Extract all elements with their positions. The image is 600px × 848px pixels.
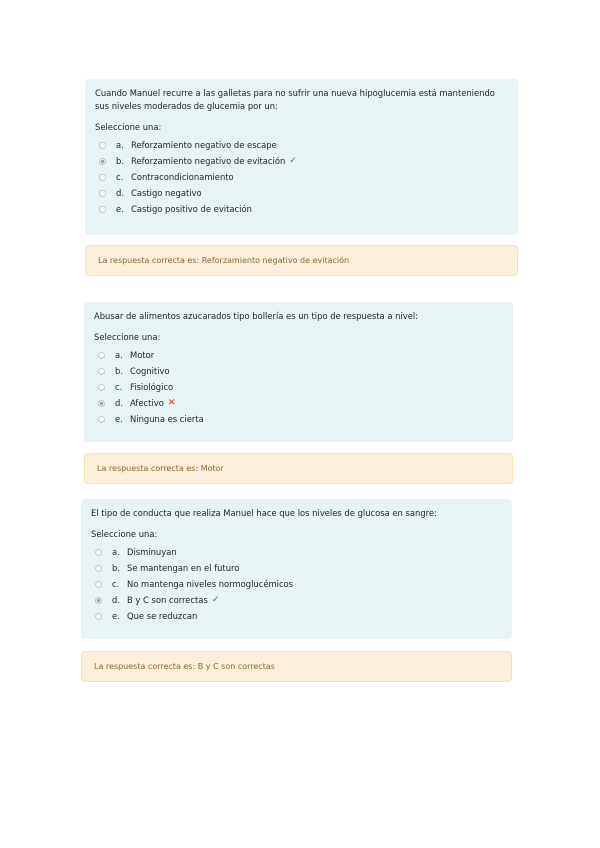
question-2-prompt: Seleccione una: [94, 332, 161, 342]
question-3-prompt: Seleccione una: [91, 529, 158, 539]
question-3-text: El tipo de conducta que realiza Manuel hace que los niveles de glucosa en sangre: [91, 508, 437, 518]
radio-button[interactable] [98, 384, 105, 391]
option-letter: c. [116, 172, 124, 182]
question-3-option-e[interactable] [91, 608, 502, 624]
question-1-feedback: La respuesta correcta es: Reforzamiento negativo de evitación [85, 245, 518, 276]
question-2-option-e[interactable] [94, 411, 503, 427]
radio-button-selected[interactable] [95, 597, 102, 604]
option-letter: a. [115, 350, 123, 360]
question-3-option-b[interactable] [91, 560, 502, 576]
question-3-card [81, 499, 512, 639]
option-label: Cognitivo [130, 366, 170, 376]
question-2-option-d[interactable] [94, 395, 503, 411]
option-letter: b. [116, 156, 124, 166]
option-letter: e. [116, 204, 124, 214]
radio-button[interactable] [98, 352, 105, 359]
option-letter: e. [112, 611, 120, 621]
question-3-option-a[interactable] [91, 544, 502, 560]
option-label: Reforzamiento negativo de escape [131, 140, 277, 150]
option-label: Contracondicionamiento [131, 172, 234, 182]
radio-button[interactable] [99, 142, 106, 149]
checkmark-icon: ✓ [211, 595, 220, 605]
question-2-card [84, 302, 513, 442]
question-2-text: Abusar de alimentos azucarados tipo bollería es un tipo de respuesta a nivel: [94, 311, 419, 321]
radio-button-selected[interactable] [98, 400, 105, 407]
radio-button[interactable] [98, 416, 105, 423]
option-label: Que se reduzcan [127, 611, 198, 621]
option-letter: b. [112, 563, 120, 573]
question-2-option-a[interactable] [94, 347, 503, 363]
option-letter: d. [112, 595, 120, 605]
question-3-feedback: La respuesta correcta es: B y C son correctas [81, 651, 512, 682]
radio-button[interactable] [98, 368, 105, 375]
radio-button[interactable] [95, 565, 102, 572]
option-letter: c. [112, 579, 120, 589]
cross-icon: ✕ [167, 398, 176, 408]
radio-button[interactable] [99, 190, 106, 197]
option-letter: a. [116, 140, 124, 150]
radio-button[interactable] [95, 581, 102, 588]
question-1-option-d[interactable] [95, 185, 508, 201]
question-2-option-c[interactable] [94, 379, 503, 395]
option-letter: e. [115, 414, 123, 424]
option-label: Reforzamiento negativo de evitación [131, 156, 286, 166]
option-letter: a. [112, 547, 120, 557]
option-label: No mantenga niveles normoglucémicos [127, 579, 294, 589]
question-1-option-e[interactable] [95, 201, 508, 217]
option-label: Fisiológico [130, 382, 174, 392]
checkmark-icon: ✓ [289, 156, 297, 166]
radio-button[interactable] [99, 206, 106, 213]
option-label: Motor [130, 350, 155, 360]
option-label: Afectivo [130, 398, 164, 408]
option-letter: d. [115, 398, 123, 408]
question-1-option-a[interactable] [95, 137, 508, 153]
radio-button[interactable] [99, 174, 106, 181]
radio-button[interactable] [95, 613, 102, 620]
option-label: Castigo positivo de evitación [131, 204, 252, 214]
question-2-feedback: La respuesta correcta es: Motor [84, 453, 513, 484]
question-1-card [85, 79, 518, 235]
option-label: B y C son correctas [127, 595, 208, 605]
option-label: Se mantengan en el futuro [127, 563, 240, 573]
radio-button-selected[interactable] [99, 158, 106, 165]
question-1-prompt: Seleccione una: [95, 122, 162, 132]
option-label: Disminuyan [127, 547, 177, 557]
option-label: Ninguna es cierta [130, 414, 204, 424]
question-3-option-d[interactable] [91, 592, 502, 608]
option-letter: d. [116, 188, 124, 198]
question-2-option-b[interactable] [94, 363, 503, 379]
question-1-text: Cuando Manuel recurre a las galletas para no sufrir una nueva hipoglucemia está manteniendo sus niveles moderados de glucemia por un: [95, 88, 495, 111]
option-label: Castigo negativo [131, 188, 202, 198]
question-3-option-c[interactable] [91, 576, 502, 592]
question-1-option-c[interactable] [95, 169, 508, 185]
option-letter: b. [115, 366, 123, 376]
radio-button[interactable] [95, 549, 102, 556]
question-1-option-b[interactable] [95, 153, 508, 169]
option-letter: c. [115, 382, 123, 392]
